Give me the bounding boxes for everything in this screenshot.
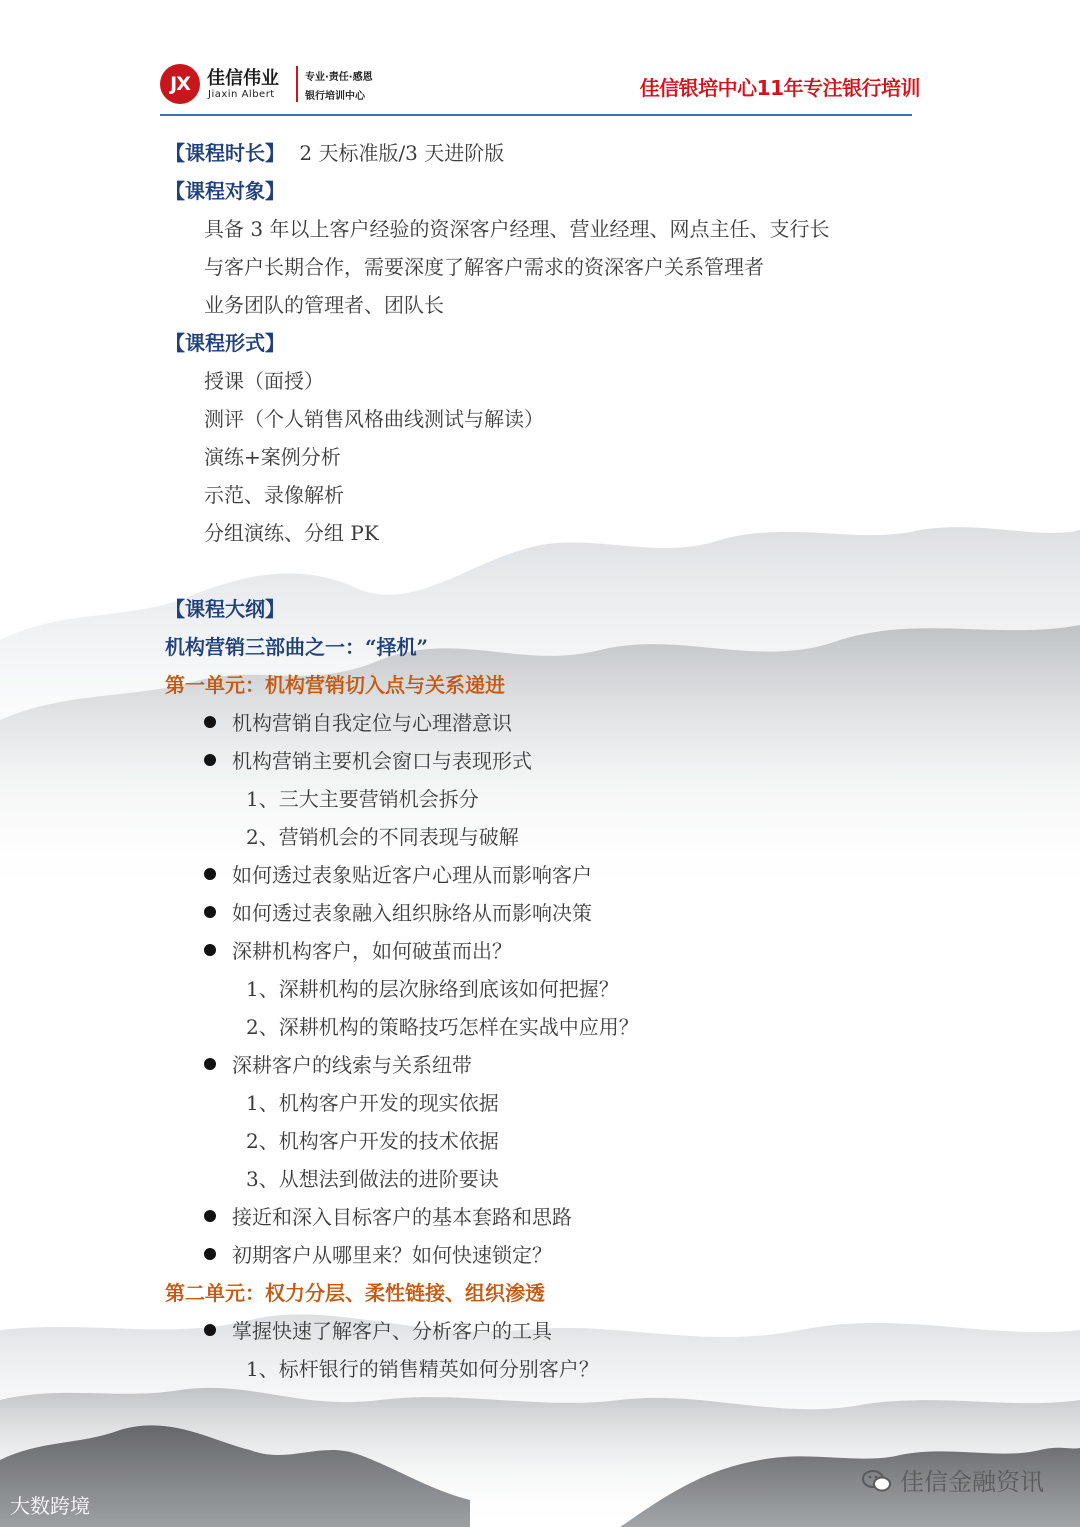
outline-sub-item: 2、营销机会的不同表现与破解 xyxy=(246,825,519,849)
outline-bullet-item: 如何透过表象融入组织脉络从而影响决策 xyxy=(204,900,592,926)
logo-slogan-1: 专业·责任·感恩 xyxy=(305,72,373,83)
format-item: 演练+案例分析 xyxy=(204,445,341,469)
part-title: 机构营销三部曲之一：“择机” xyxy=(165,635,429,659)
audience-item: 业务团队的管理者、团队长 xyxy=(204,293,444,317)
logo-mark: JX xyxy=(160,64,200,104)
header-title: 佳信银培中心11年专注银行培训 xyxy=(639,76,920,100)
outline-sub-item: 3、从想法到做法的进阶要诀 xyxy=(246,1167,499,1191)
outline-bullet-item: 机构营销主要机会窗口与表现形式 xyxy=(204,748,532,774)
bullet-dot-icon xyxy=(204,868,216,880)
outline-sub-item: 1、三大主要营销机会拆分 xyxy=(246,787,479,811)
logo-slogan-2: 银行培训中心 xyxy=(305,91,365,102)
bullet-dot-icon xyxy=(204,716,216,728)
outline-bullet-item: 如何透过表象贴近客户心理从而影响客户 xyxy=(204,862,592,888)
format-label: 【课程形式】 xyxy=(165,331,285,355)
format-item: 测评（个人销售风格曲线测试与解读） xyxy=(204,407,544,431)
logo-divider xyxy=(296,66,298,102)
duration-value: 2 天标准版/3 天进阶版 xyxy=(299,141,505,165)
duration-row xyxy=(165,140,504,166)
duration-label: 【课程时长】 xyxy=(165,141,285,165)
audience-item: 与客户长期合作，需要深度了解客户需求的资深客户关系管理者 xyxy=(204,255,764,279)
bullet-dot-icon xyxy=(204,1324,216,1336)
outline-bullet-item: 接近和深入目标客户的基本套路和思路 xyxy=(204,1204,572,1230)
bullet-dot-icon xyxy=(204,1248,216,1260)
header-rule xyxy=(160,114,912,116)
logo-chinese-name: 佳信伟业 xyxy=(207,68,279,89)
wechat-icon xyxy=(862,1470,892,1492)
format-item: 授课（面授） xyxy=(204,369,324,393)
outline-bullet-item: 掌握快速了解客户、分析客户的工具 xyxy=(204,1318,552,1344)
page-header xyxy=(160,62,920,112)
logo-english-name: Jiaxin Albert xyxy=(208,89,275,100)
source-watermark: 大数跨境 xyxy=(10,1494,90,1518)
outline-label: 【课程大纲】 xyxy=(165,597,285,621)
outline-sub-item: 1、标杆银行的销售精英如何分别客户？ xyxy=(246,1357,599,1381)
outline-bullet-item: 机构营销自我定位与心理潜意识 xyxy=(204,710,512,736)
bullet-dot-icon xyxy=(204,754,216,766)
format-item: 分组演练、分组 PK xyxy=(204,521,379,545)
wechat-watermark: 佳信金融资讯 xyxy=(862,1462,1044,1497)
outline-sub-item: 1、深耕机构的层次脉络到底该如何把握？ xyxy=(246,977,619,1001)
outline-bullet-item: 深耕客户的线索与关系纽带 xyxy=(204,1052,472,1078)
bullet-dot-icon xyxy=(204,1210,216,1222)
bullet-dot-icon xyxy=(204,944,216,956)
audience-label: 【课程对象】 xyxy=(165,179,285,203)
unit2-title: 第二单元：权力分层、柔性链接、组织渗透 xyxy=(165,1281,545,1305)
outline-bullet-item: 深耕机构客户，如何破茧而出？ xyxy=(204,938,512,964)
outline-bullet-item: 初期客户从哪里来？如何快速锁定？ xyxy=(204,1242,552,1268)
outline-sub-item: 2、深耕机构的策略技巧怎样在实战中应用？ xyxy=(246,1015,639,1039)
format-item: 示范、录像解析 xyxy=(204,483,344,507)
outline-sub-item: 1、机构客户开发的现实依据 xyxy=(246,1091,499,1115)
bullet-dot-icon xyxy=(204,906,216,918)
audience-item: 具备 3 年以上客户经验的资深客户经理、营业经理、网点主任、支行长 xyxy=(204,217,830,241)
outline-sub-item: 2、机构客户开发的技术依据 xyxy=(246,1129,499,1153)
unit1-title: 第一单元：机构营销切入点与关系递进 xyxy=(165,673,505,697)
bullet-dot-icon xyxy=(204,1058,216,1070)
